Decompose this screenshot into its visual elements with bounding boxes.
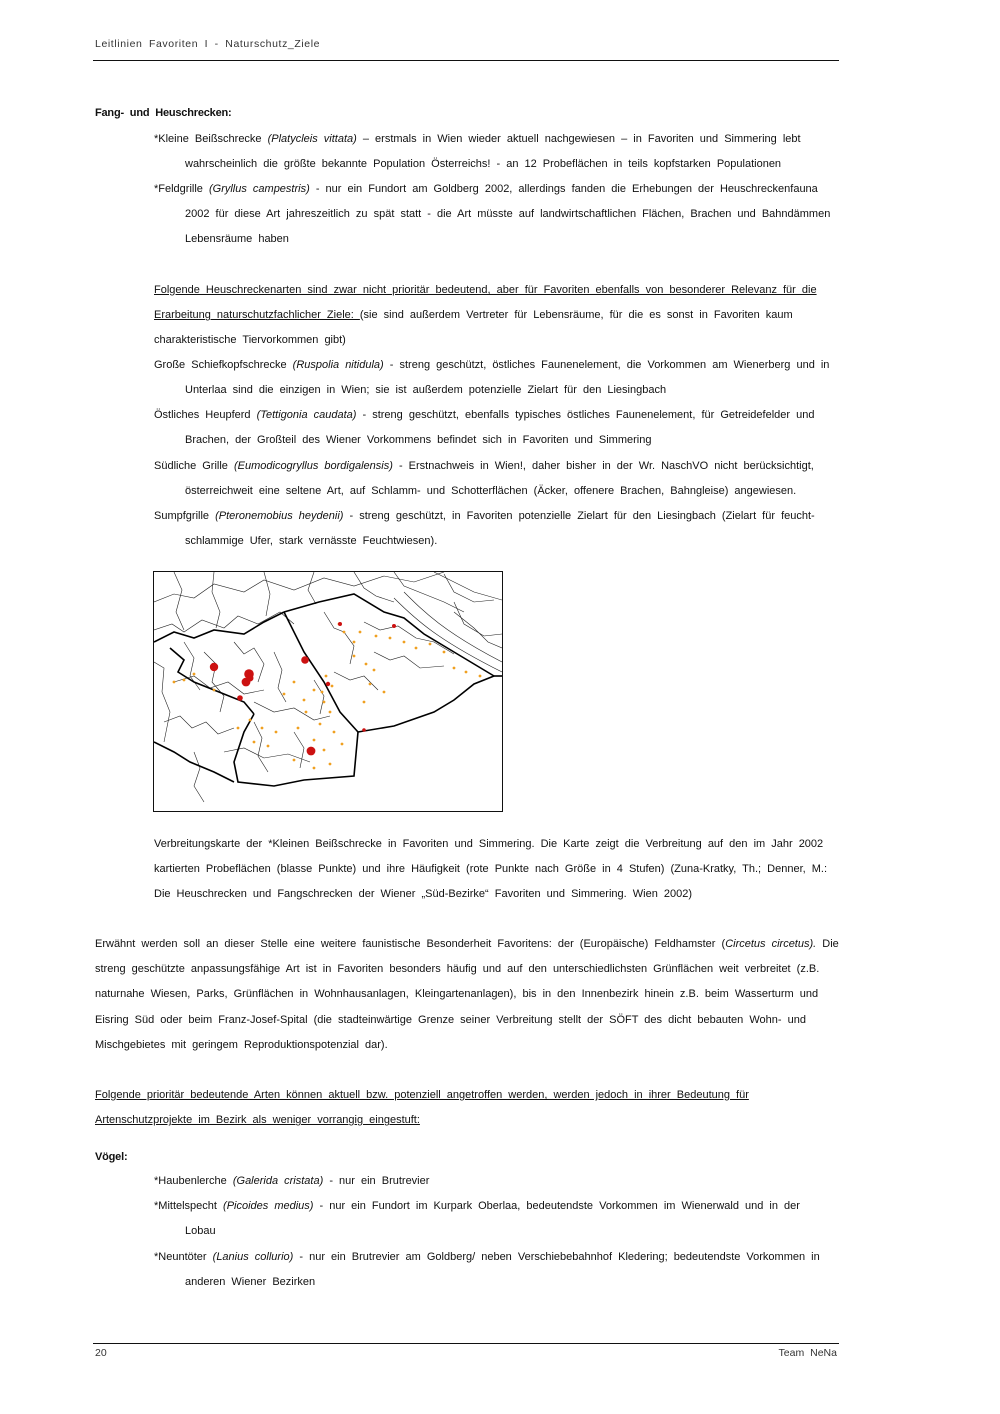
survey-site-dot [373,669,376,672]
running-header: Leitlinien Favoriten I - Naturschutz_Ziele [95,38,321,50]
species-name: *Neuntöter [154,1251,213,1263]
list-item-picoides [154,1194,840,1244]
survey-site-dot [331,685,334,688]
species-name: Östliches Heupferd [154,409,257,421]
item-text: - Erstnachweis in Wien!, daher bisher in der Wr. NaschVO nicht berücksichtigt, [392,460,814,472]
species-name: Große Schiefkopfschrecke [154,359,293,371]
street [204,652,224,712]
favoriten-boundary [154,742,234,782]
item-text-cont: Brachen, der Großteil des Wiener Vorkommens befindet sich in Favoriten und Simmering [185,434,652,447]
item-text: - nur ein Fundort im Kurpark Oberlaa, bedeutendste Vorkommen im Wienerwald und in der [313,1200,800,1212]
paragraph-text: (sie sind außerdem Vertreter für Lebensräume, für die es sonst in Favoriten kaum [359,309,793,322]
abundance-dot [307,747,316,756]
caption-line: Die Heuschrecken und Fangschrecken der Wiener „Süd-Bezirke“ Favoriten und Simmering. Wien 2002) [154,888,693,901]
district-boundary [264,572,270,616]
item-text-cont: schlammige Ufer, stark vernässte Feuchtwiesen). [185,535,438,548]
survey-site-dot [353,641,356,644]
item-text: – erstmals in Wien wieder aktuell nachgewiesen – in Favoriten und Simmering lebt [356,133,801,145]
survey-site-dot [321,691,324,694]
survey-site-dot [237,727,240,730]
paragraph-text: Mischgebietes mit geringem Reproduktionspotenzial dar). [95,1038,388,1051]
abundance-dot [247,675,254,682]
survey-site-dot [253,741,256,744]
street [194,752,204,802]
caption-line: Verbreitungskarte der *Kleinen Beißschrecke in Favoriten und Simmering. Die Karte zeigt die Verbreitung auf den im Jahr 2002 [154,838,824,850]
species-name: *Haubenlerche [154,1175,233,1187]
district-boundary [434,572,502,600]
street [334,672,378,690]
paragraph-text: naturnahe Wiesen, Parks, Grünflächen in Wohnhausanlagen, Kleingartenanlagen), bis in den Innenbezirk hinein z.B. beim Wasserturm und [95,988,819,1001]
latin-name: (Platycleis vittata) [267,133,357,145]
street [454,602,502,636]
survey-site-dot [319,723,322,726]
district-boundary [174,572,184,630]
survey-site-dot [363,701,366,704]
item-text: - streng geschützt, in Favoriten potenzielle Zielart für den Liesingbach (Zielart für feucht- [343,510,815,522]
survey-site-dot [329,711,332,714]
list-item-galerida [154,1169,840,1194]
survey-site-dot [213,689,216,692]
survey-site-dot [383,691,386,694]
underlined-text: Erarbeitung naturschutzfachlicher Ziele: [154,309,360,322]
survey-site-dot [403,641,406,644]
latin-name: (Galerida cristata) [232,1175,324,1187]
favoriten-boundary [358,676,494,732]
item-text: - nur ein Fundort am Goldberg 2002, allerdings fanden die Erhebungen der Heuschreckenfauna [309,183,818,195]
item-text: - nur ein Brutrevier am Goldberg/ neben Verschiebebahnhof Kledering; bedeutendste Vorkommen in [293,1251,820,1263]
item-text: - streng geschützt, ebenfalls typisches östliches Faunenelement, für Getreidefelder und [356,409,815,421]
survey-site-dot [369,683,372,686]
species-name: *Feldgrille [154,183,209,195]
latin-name: Circetus circetus). [725,938,817,950]
species-name: Südliche Grille [154,460,234,472]
survey-site-dot [365,663,368,666]
relevance-intro [154,278,840,354]
paragraph-text: streng geschützte anpassungsfähige Art ist in Favoriten besonders häufig und auf den unterschiedlichsten Grünflächen weit verbreitet (z.B. [95,963,820,976]
survey-site-dot [453,667,456,670]
abundance-dot [362,728,366,732]
simmering-boundary [234,714,358,786]
list-item-platycleis [154,127,840,177]
survey-site-dot [353,655,356,658]
street [324,612,354,664]
abundance-dot [392,624,396,628]
abundance-dot [326,682,330,686]
hamster-paragraph [95,932,840,1058]
survey-site-dot [283,693,286,696]
district-boundary [212,572,220,628]
pale-dot-layer [173,623,482,770]
paragraph-text: Die [816,938,839,950]
survey-site-dot [465,671,468,674]
survey-site-dot [297,727,300,730]
latin-name: (Picoides medius) [223,1200,314,1212]
survey-site-dot [313,739,316,742]
map-svg [154,572,502,811]
survey-site-dot [325,675,328,678]
survey-site-dot [429,643,432,646]
district-boundary [154,612,294,632]
list-item-lanius [154,1245,840,1295]
section-heading-voegel: Vögel: [95,1151,128,1163]
survey-site-dot [303,699,306,702]
street [254,722,268,772]
underlined-text: Artenschutzprojekte im Bezirk als weniger vorrangig eingestuft: [95,1114,420,1127]
latin-name: (Lanius collurio) [212,1251,294,1263]
latin-name: (Eumodicogryllus bordigalensis) [233,460,393,472]
survey-site-dot [329,763,332,766]
survey-site-dot [173,681,176,684]
caption-line: kartierten Probeflächen (blasse Punkte) und ihre Häufigkeit (rote Punkte nach Größe in 4 Stufen) (Zuna-Kratky, Th.; Denner, M.: [154,863,828,876]
item-text: - streng geschützt, östliches Faunenelement, die Vorkommen am Wienerberg und in [383,359,830,371]
species-name: *Kleine Beißschrecke [154,133,268,145]
list-item-eumodicogryllus [154,454,840,504]
survey-site-dot [275,731,278,734]
map-caption [154,832,840,908]
footer-rule [93,1343,839,1344]
abundance-dot [301,656,309,664]
item-text-cont: Unterlaa sind die einzigen in Wien; sie ist außerdem potenzielle Zielart für den Liesingbach [185,384,667,397]
survey-site-dot [375,635,378,638]
street [254,702,330,720]
district-boundary [154,662,170,742]
list-item-gryllus [154,177,840,253]
list-item-tettigonia [154,403,840,453]
district-boundary [308,572,316,604]
species-name: Sumpfgrille [154,510,216,522]
footer-team: Team NeNa [778,1347,837,1359]
latin-name: (Gryllus campestris) [208,183,310,195]
survey-site-dot [479,675,482,678]
street [314,680,324,714]
survey-site-dot [183,679,186,682]
survey-site-dot [359,631,362,634]
survey-site-dot [293,681,296,684]
paragraph-text: Eisring Süd oder beim Franz-Josef-Spital (die stadteinwärtige Grenze seiner Verbreitung stellt der SÖFT des dicht bebauten Wohn- und [95,1013,806,1026]
list-item-ruspolia [154,353,840,403]
survey-site-dot [293,759,296,762]
item-text-cont: Lobau [185,1225,216,1238]
item-text: - nur ein Brutrevier [323,1175,430,1187]
latin-name: (Pteronemobius heydenii) [215,510,344,522]
survey-site-dot [443,651,446,654]
survey-site-dot [313,767,316,770]
survey-site-dot [415,647,418,650]
underlined-text: Folgende Heuschreckenarten sind zwar nicht prioritär bedeutend, aber für Favoriten ebenfalls von besonderer Relevanz für die [154,284,817,296]
distribution-map [153,571,503,812]
survey-site-dot [323,701,326,704]
item-text-cont: wahrscheinlich die größte bekannte Population Österreichs! - an 12 Probeflächen in teils kopfstarken Populationen [185,158,782,171]
survey-site-dot [249,719,252,722]
survey-site-dot [323,749,326,752]
survey-site-dot [333,731,336,734]
favoriten-boundary [284,594,494,676]
item-text-cont: 2002 für diese Art jahreszeitlich zu spät statt - die Art müsste auf landwirtschaftlichen Flächen, Brachen und Bahndämmen [185,208,831,221]
survey-site-dot [305,711,308,714]
latin-name: (Tettigonia caudata) [256,409,357,421]
list-item-pteronemobius [154,504,840,554]
section-heading-fang: Fang- und Heuschrecken: [95,107,232,119]
abundance-dot [237,695,243,701]
species-name: *Mittelspecht [154,1200,224,1212]
survey-site-dot [261,727,264,730]
less-priority-intro [95,1083,840,1133]
item-text-cont: Lebensräume haben [185,233,289,246]
district-boundary [394,572,464,612]
item-text-cont: anderen Wiener Bezirken [185,1276,316,1289]
red-dot-layer [210,622,396,755]
survey-site-dot [267,745,270,748]
street [374,652,444,668]
street [294,732,304,768]
item-text-cont: österreichweit eine seltene Art, auf Schlamm- und Schotterflächen (Äcker, offenere Brachen, Bahngleise) angewiesen. [185,485,797,498]
abundance-dot [210,663,218,671]
survey-site-dot [341,743,344,746]
district-boundary [154,572,444,602]
favoriten-boundary [284,612,358,732]
street [444,574,494,602]
header-rule [93,60,839,61]
survey-site-dot [313,689,316,692]
page-number: 20 [95,1347,107,1359]
underlined-text: Folgende prioritär bedeutende Arten können aktuell bzw. potenziell angetroffen werden, werden jedoch in ihrer Bedeutung für [95,1089,749,1101]
survey-site-dot [193,673,196,676]
street [364,622,454,654]
abundance-dot [338,622,342,626]
paragraph-text: Erwähnt werden soll an dieser Stelle eine weitere faunistische Besonderheit Favoritens: der (Europäische) Feldhamster ( [95,938,726,950]
street [164,716,234,734]
survey-site-dot [343,631,346,634]
survey-site-dot [389,637,392,640]
latin-name: (Ruspolia nitidula) [292,359,384,371]
paragraph-text: charakteristische Tiervorkommen gibt) [154,334,346,347]
